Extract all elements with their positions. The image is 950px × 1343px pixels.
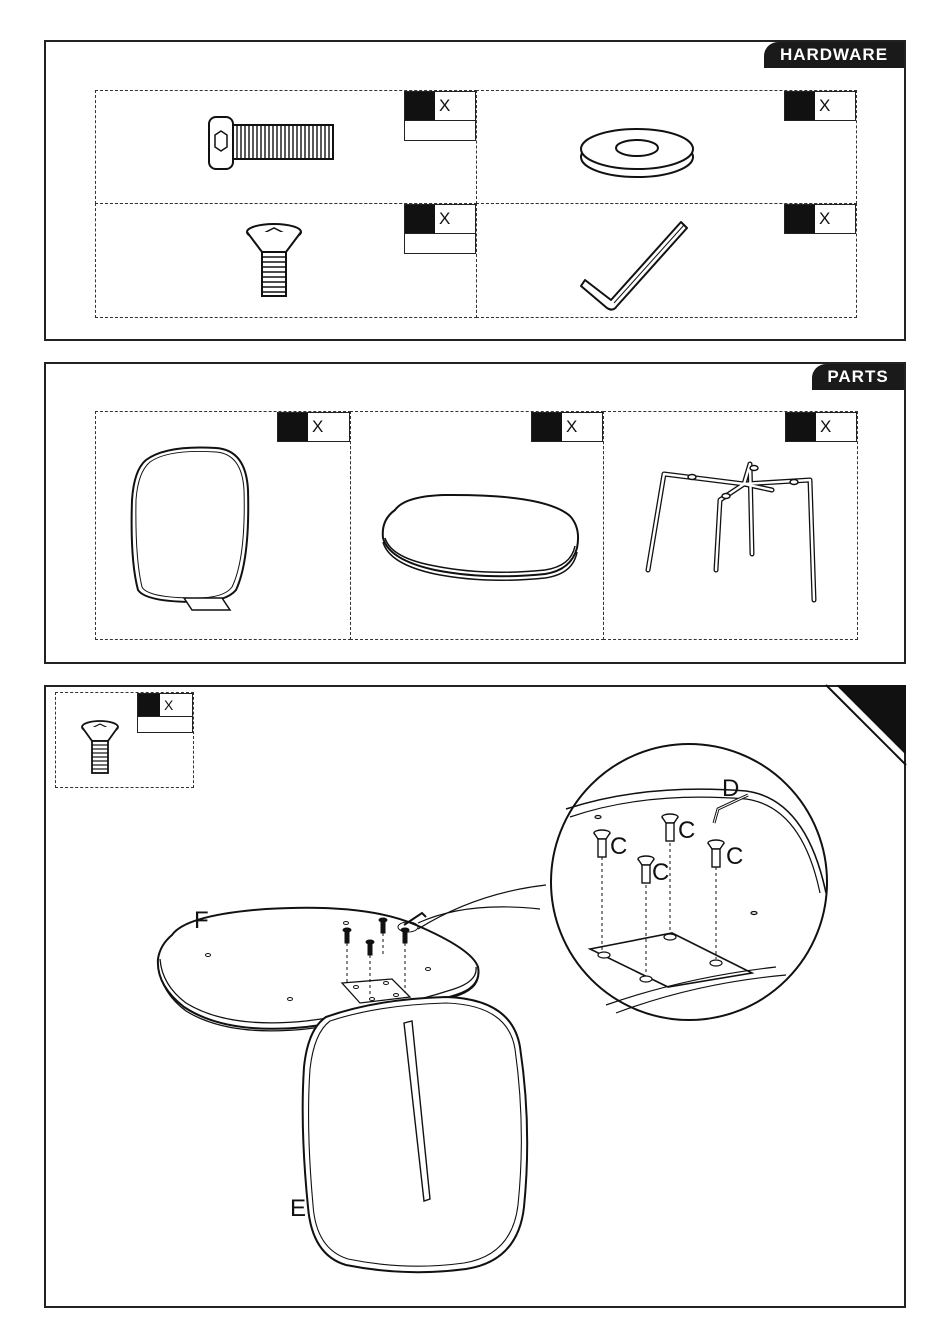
countersunk-screw-icon [244,222,304,302]
quantity-label: X [439,209,451,228]
label-backrest-e: E [290,1195,307,1222]
quantity-label: X [819,96,831,115]
hardware-panel [44,40,906,341]
parts-cell-backrest [95,411,351,640]
quantity-box [404,204,476,254]
quantity-box [784,91,856,121]
assembly-drawing [46,687,906,1307]
quantity-box [785,412,857,442]
parts-cell-legs [603,411,858,640]
hardware-tab [764,42,904,68]
leg-frame-icon [642,450,842,630]
assembly-step-panel [44,685,906,1308]
quantity-label: X [439,96,451,115]
hardware-cell-bolt [95,90,477,204]
quantity-label: X [164,697,174,713]
label-screw-c: C [610,833,628,860]
hardware-cell-screw [95,203,477,318]
quantity-label: X [820,417,832,436]
parts-cell-seat [350,411,604,640]
backrest-icon [126,440,256,610]
hardware-cell-allen-key [476,203,857,318]
quantity-box [531,412,603,442]
bolt-icon [201,111,341,181]
label-screw-c: C [678,817,696,844]
label-screw-c: C [726,843,744,870]
quantity-box [277,412,350,442]
quantity-label: X [819,209,831,228]
label-allen-key-d: D [722,775,740,802]
hardware-cell-washer [476,90,857,204]
quantity-box [784,204,856,234]
parts-panel [44,362,906,664]
hardware-tab-label: HARDWARE [779,45,889,64]
label-seat-f: F [194,907,209,934]
quantity-label: X [566,417,578,436]
detail-magnifier [551,744,827,1020]
parts-tab-label: PARTS [827,367,889,386]
label-screw-c: C [652,859,670,886]
washer-icon [577,121,697,181]
quantity-label: X [312,417,324,436]
quantity-box [404,91,476,141]
seat-icon [375,490,585,590]
parts-tab [812,364,904,390]
backrest-part [303,997,528,1272]
allen-key-icon [575,216,705,316]
